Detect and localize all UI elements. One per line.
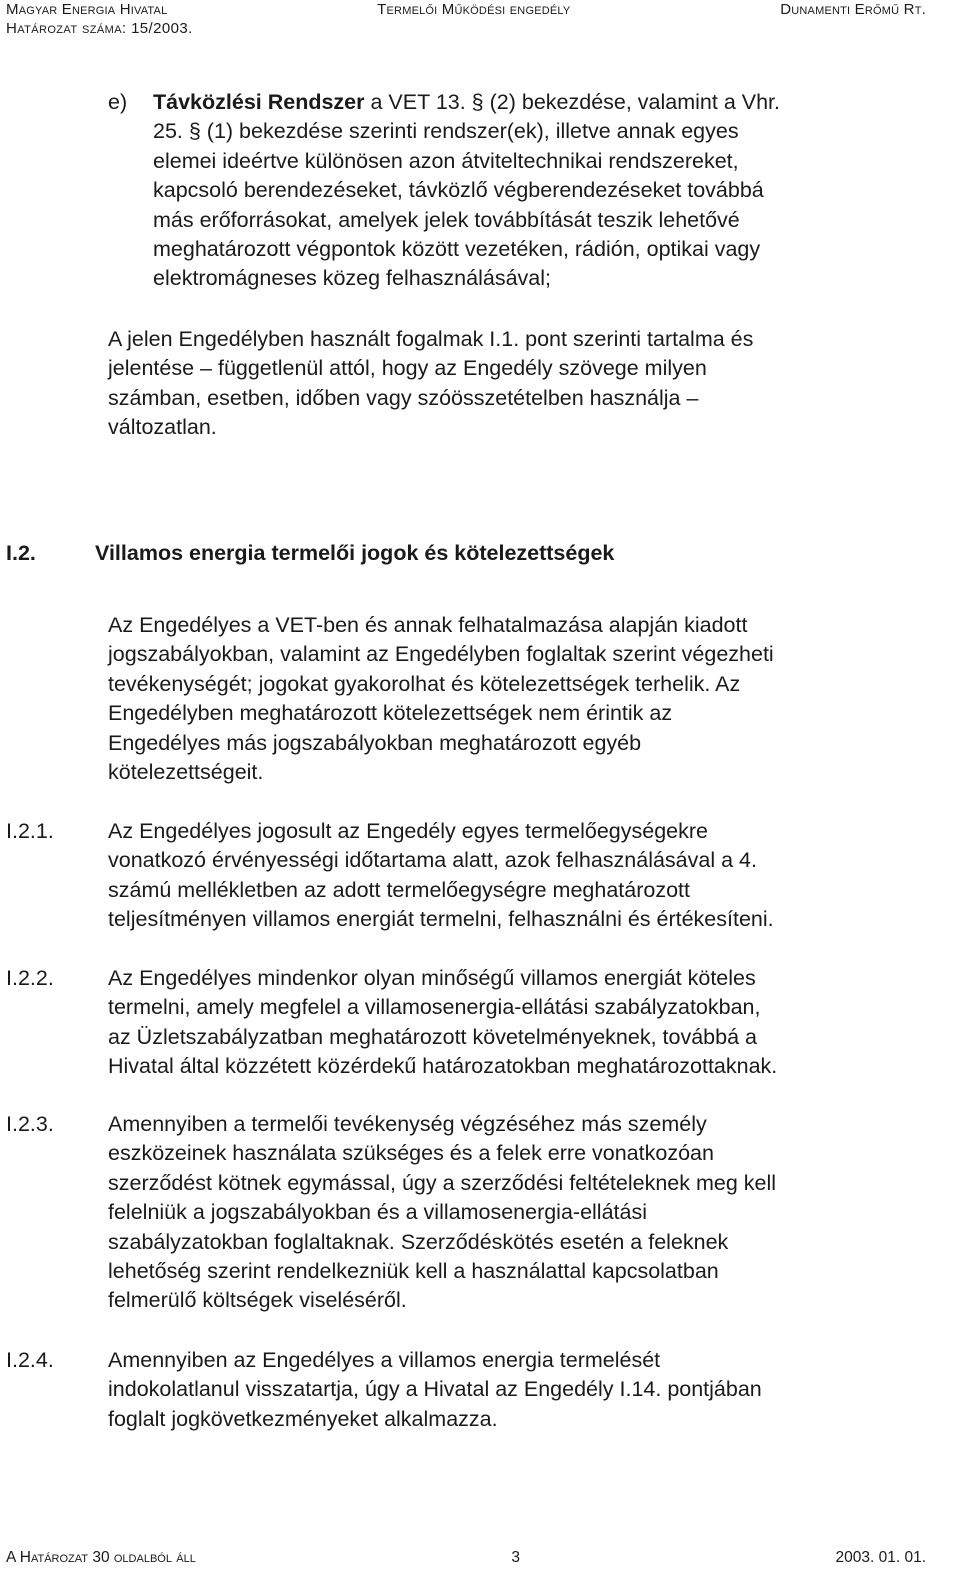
text-line: jelentése – függetlenül attól, hogy az Engedély szövege milyen: [108, 356, 707, 381]
text-line: kötelezettségeit.: [108, 760, 264, 785]
footer-page-number: 3: [511, 1549, 520, 1566]
text-line: A jelen Engedélyben használt fogalmak I.1. pont szerinti tartalma és: [108, 327, 754, 351]
page-header: [6, 0, 926, 38]
text-line: elektromágneses közeg felhasználásával;: [153, 266, 551, 291]
text-line: Az Engedélyes jogosult az Engedély egyes termelőegységekre: [108, 819, 708, 843]
text-line: Hivatal által közzétett közérdekű határozatokban meghatározottaknak.: [108, 1054, 778, 1079]
text-line: más erőforrásokat, amelyek jelek továbbítását teszik lehetővé: [153, 207, 740, 232]
text-line: Engedélyes más jogszabályokban meghatározott egyéb: [108, 730, 642, 755]
section-intro: [108, 611, 908, 787]
text-line: kapcsoló berendezéseket, távközlő végberendezéseket továbbá: [153, 178, 764, 203]
text-line: meghatározott végpontok között vezetéken, rádión, optikai vagy: [153, 237, 761, 262]
text-line: jogszabályokban, valamint az Engedélyben foglaltak szerint végezheti: [108, 642, 774, 667]
text-line: Engedélyben meghatározott kötelezettségek nem érintik az: [108, 701, 673, 726]
section-number: I.2.: [6, 541, 36, 565]
text-line: szerződést kötnek egymással, úgy a szerződési feltételeknek meg kell: [108, 1170, 777, 1195]
text-line: számban, esetben, időben vagy szóösszetételben használja –: [108, 385, 699, 410]
footer-date: 2003. 01. 01.: [835, 1549, 926, 1566]
text-line: tevékenységét; jogokat gyakorolhat és kötelezettségek terhelik. Az: [108, 671, 741, 696]
header-company: Dunamenti Erőmű Rt.: [780, 1, 926, 18]
text-line: felelniük a jogszabályokban és a villamosenergia-ellátási: [108, 1200, 648, 1225]
item-e-text: a VET 13. § (2) bekezdése, valamint a Vhr.: [364, 90, 781, 114]
subsection-body: [108, 817, 908, 935]
text-line: szabályzatokban foglaltaknak. Szerződéskötés esetén a feleknek: [108, 1229, 729, 1254]
item-e-term: Távközlési Rendszer: [153, 90, 365, 114]
text-line: vonatkozó érvényességi időtartama alatt, azok felhasználásával a 4.: [108, 848, 757, 873]
text-line: teljesítményen villamos energiát termelni, felhasználni és értékesíteni.: [108, 907, 774, 932]
item-e-first-line: [153, 88, 908, 117]
header-resolution-number: Határozat száma: 15/2003.: [6, 20, 193, 37]
subsection-body: [108, 964, 908, 1082]
text-line: termelni, amely megfelel a villamosenergia-ellátási szabályzatokban,: [108, 995, 761, 1020]
item-e-body: [153, 117, 908, 293]
page-footer: [6, 1548, 926, 1568]
header-authority: Magyar Energia Hivatal: [6, 1, 168, 18]
text-line: elemei ideértve különösen azon átviteltechnikai rendszereket,: [153, 148, 739, 173]
subsection-number: I.2.2.: [6, 966, 54, 990]
text-line: Az Engedélyes mindenkor olyan minőségű villamos energiát köteles: [108, 966, 756, 990]
text-line: foglalt jogkövetkezményeket alkalmazza.: [108, 1406, 498, 1431]
header-document-type: Termelői Működési engedély: [377, 1, 571, 18]
item-e-marker: e): [108, 90, 128, 114]
text-line: számú mellékletben az adott termelőegységre meghatározott: [108, 877, 691, 902]
footer-page-count: A Határozat 30 oldalból áll: [6, 1549, 196, 1566]
text-line: változatlan.: [108, 415, 217, 440]
text-line: lehetőség szerint rendelkezniük kell a használattal kapcsolatban: [108, 1259, 719, 1284]
text-line: Az Engedélyes a VET-ben és annak felhatalmazása alapján kiadott: [108, 613, 748, 637]
text-line: 25. § (1) bekezdése szerinti rendszer(ek), illetve annak egyes: [153, 119, 739, 144]
subsection-body: [108, 1346, 908, 1434]
text-line: eszközeinek használata szükséges és a felek erre vonatkozóan: [108, 1141, 714, 1166]
text-line: az Üzletszabályzatban meghatározott követelményeknek, továbbá a: [108, 1024, 757, 1049]
subsection-number: I.2.1.: [6, 819, 54, 843]
text-line: indokolatlanul visszatartja, úgy a Hivatal az Engedély I.14. pontjában: [108, 1377, 762, 1402]
text-line: Amennyiben a termelői tevékenység végzéséhez más személy: [108, 1112, 707, 1136]
text-line: felmerülő költségek viseléséről.: [108, 1288, 407, 1313]
subsection-number: I.2.3.: [6, 1112, 54, 1136]
section-title: Villamos energia termelői jogok és kötelezettségek: [95, 541, 615, 565]
definition-note: [108, 325, 908, 443]
subsection-body: [108, 1110, 908, 1316]
subsection-number: I.2.4.: [6, 1348, 54, 1372]
text-line: Amennyiben az Engedélyes a villamos energia termelését: [108, 1348, 661, 1372]
